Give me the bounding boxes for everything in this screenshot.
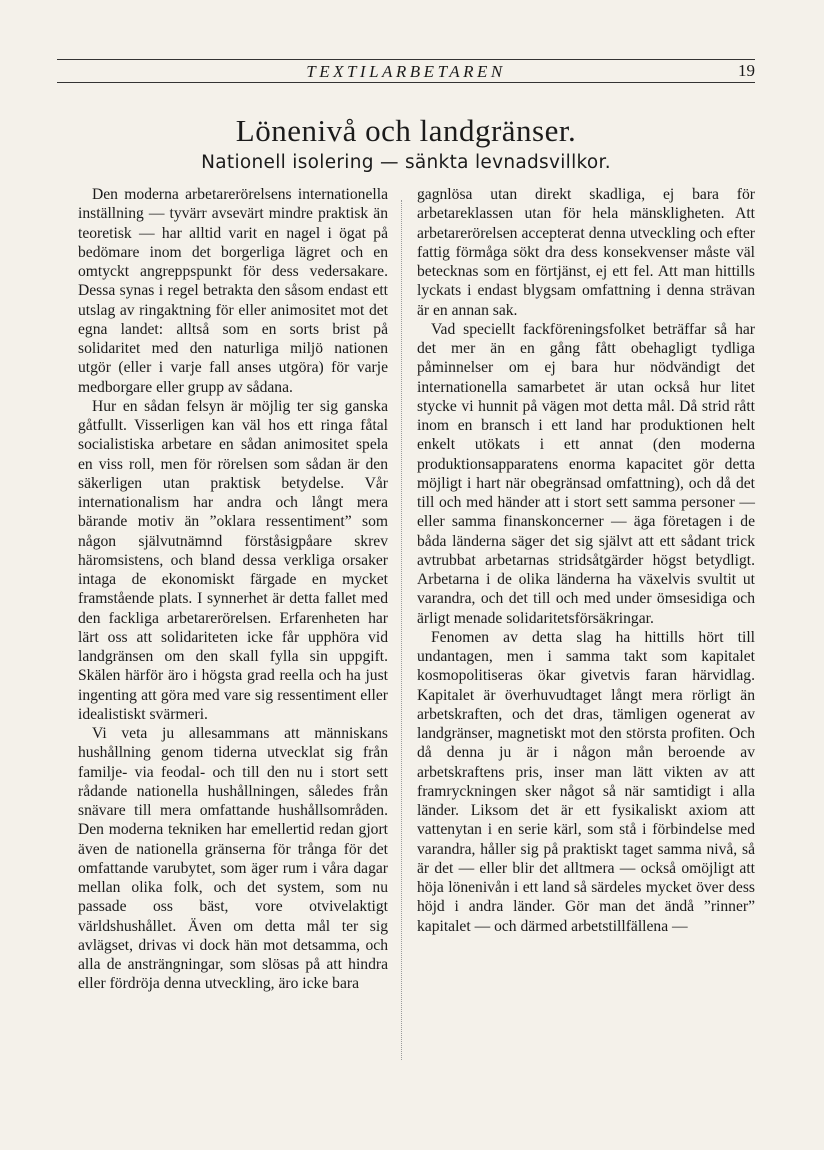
article-subtitle: Nationell isolering — sänkta levnadsvillkor. — [201, 152, 611, 173]
paragraph: Fenomen av detta slag ha hittills hört till undantagen, men i samma takt som kapitalet kosmopolitiseras ökar givetvis faran härvidlag. Kapitalet är överhuvudtaget långt mera rörligt än arbetskraften, och det dras, tämligen ogenerat av landgränser, magnetiskt mot den största profiten. Och då denna ju är i någon mån beroende av arbetskraftens pris, inser man lätt vikten av att framryckningen sker något så när samtidigt i alla länder. Liksom det är ett fysikaliskt axiom att vattenytan i en serie kärl, som stå i förbindelse med varandra, håller sig på praktiskt taget samma nivå, så är det — eller blir det alltmera — också omöjligt att höja lönenivån i ett land så särdeles mycket över dess höjd i andra länder. Gör man det ändå ”rinner” kapitalet — och därmed arbetstillfällena — — [417, 628, 755, 935]
right-column — [417, 185, 755, 936]
header-rule-top — [57, 59, 755, 60]
running-title: TEXTILARBETAREN — [306, 62, 506, 81]
left-column — [78, 185, 388, 994]
paragraph: gagnlösa utan direkt skadliga, ej bara för arbetareklassen utan för hela mänskligheten. Att arbetarerörelsen accepterat denna utveckling och efter fattig förmåga sökt dra dess konsekvenser måste väl betecknas som en förtjänst, ej ett fel. Att man hittills lyckats i endast blygsam omfattning i denna strävan är en annan sak. — [417, 186, 755, 319]
header-rule-bottom — [57, 82, 755, 83]
paragraph: Vad speciellt fackföreningsfolket beträffar så har det mer än en gång fått obehagligt tydliga påminnelser om ej bara hur nödvändigt det internationella samarbetet är utan också hur litet stycke vi hunnit på vägen mot detta mål. Då strid rått inom en bransch i ett land har produktionen helt enkelt utökats i ett annat (den moderna produktionsapparatens enorma kapacitet gör detta möjligt i hart när obegränsad omfattning), och då det till och med händer att i stort sett samma personer — eller samma finanskoncerner — äga företagen i de båda länderna säger det sig självt att ett sådant trick avtrubbat arbetarnas stridsåtgärder högst betydligt. Arbetarna i de olika länderna ha växelvis svultit ut varandra, och det till och med under ömsesidiga och ärligt menade solidaritetsförsäkringar. — [417, 320, 755, 627]
paragraph: Vi veta ju allesammans att människans hushållning genom tiderna utvecklat sig från familje- via feodal- och till den nu i stort sett rådande nationella hushållningen, således från snävare till mera omfattande hushållsområden. Den moderna tekniken har emellertid redan gjort även de nationella gränserna för trånga för det omfattande varubytet, som äger rum i våra dagar mellan olika folk, och det system, som nu passade oss bäst, vore otvivelaktigt världshushållet. Även om detta mål ter sig avlägset, drivas vi dock hän mot detsamma, och alla de ansträngningar, som slösas på att hindra eller fördröja denna utveckling, äro icke bara — [78, 725, 388, 993]
paragraph: Den moderna arbetarerörelsens internationella inställning — tyvärr avsevärt mindre praktisk än teoretisk — har alltid varit en nagel i ögat på bedömare inom det borgerliga lägret och en omtyckt angreppspunkt för dess vedersakare. Dessa synas i regel betrakta den såsom endast ett utslag av ringaktning för eller animositet mot det egna landet: alltså som en sorts brist på solidaritet med den naturliga miljö nationen utgör (eller i varje fall anses utgöra) för varje medborgare eller grupp av sådana. — [78, 186, 388, 396]
paragraph: Hur en sådan felsyn är möjlig ter sig ganska gåtfullt. Visserligen kan väl hos ett ringa fåtal socialistiska arbetare en sådan animositet spela en viss roll, men för rörelsen som sådan är den säkerligen utan praktisk betydelse. Vår internationalism har andra och långt mera bärande motiv än ”oklara ressentiment” som någon självutnämnd förståsigpåare skrev häromsistens, och bland dessa verkliga orsaker intaga de ekonomiskt färgade en mycket framstående plats. I synnerhet är detta fallet med den fackliga arbetarerörelsen. Erfarenheten har lärt oss att solidariteten icke får upphöra vid landgränsen om den skall fylla sin uppgift. Skälen härför äro i högsta grad reella och ha just ingenting att göra med vare sig ressentiment eller idealistiskt svärmeri. — [78, 397, 388, 723]
article-title: Lönenivå och landgränser. — [235, 113, 577, 148]
page-number: 19 — [738, 61, 755, 80]
column-divider — [401, 200, 402, 1060]
